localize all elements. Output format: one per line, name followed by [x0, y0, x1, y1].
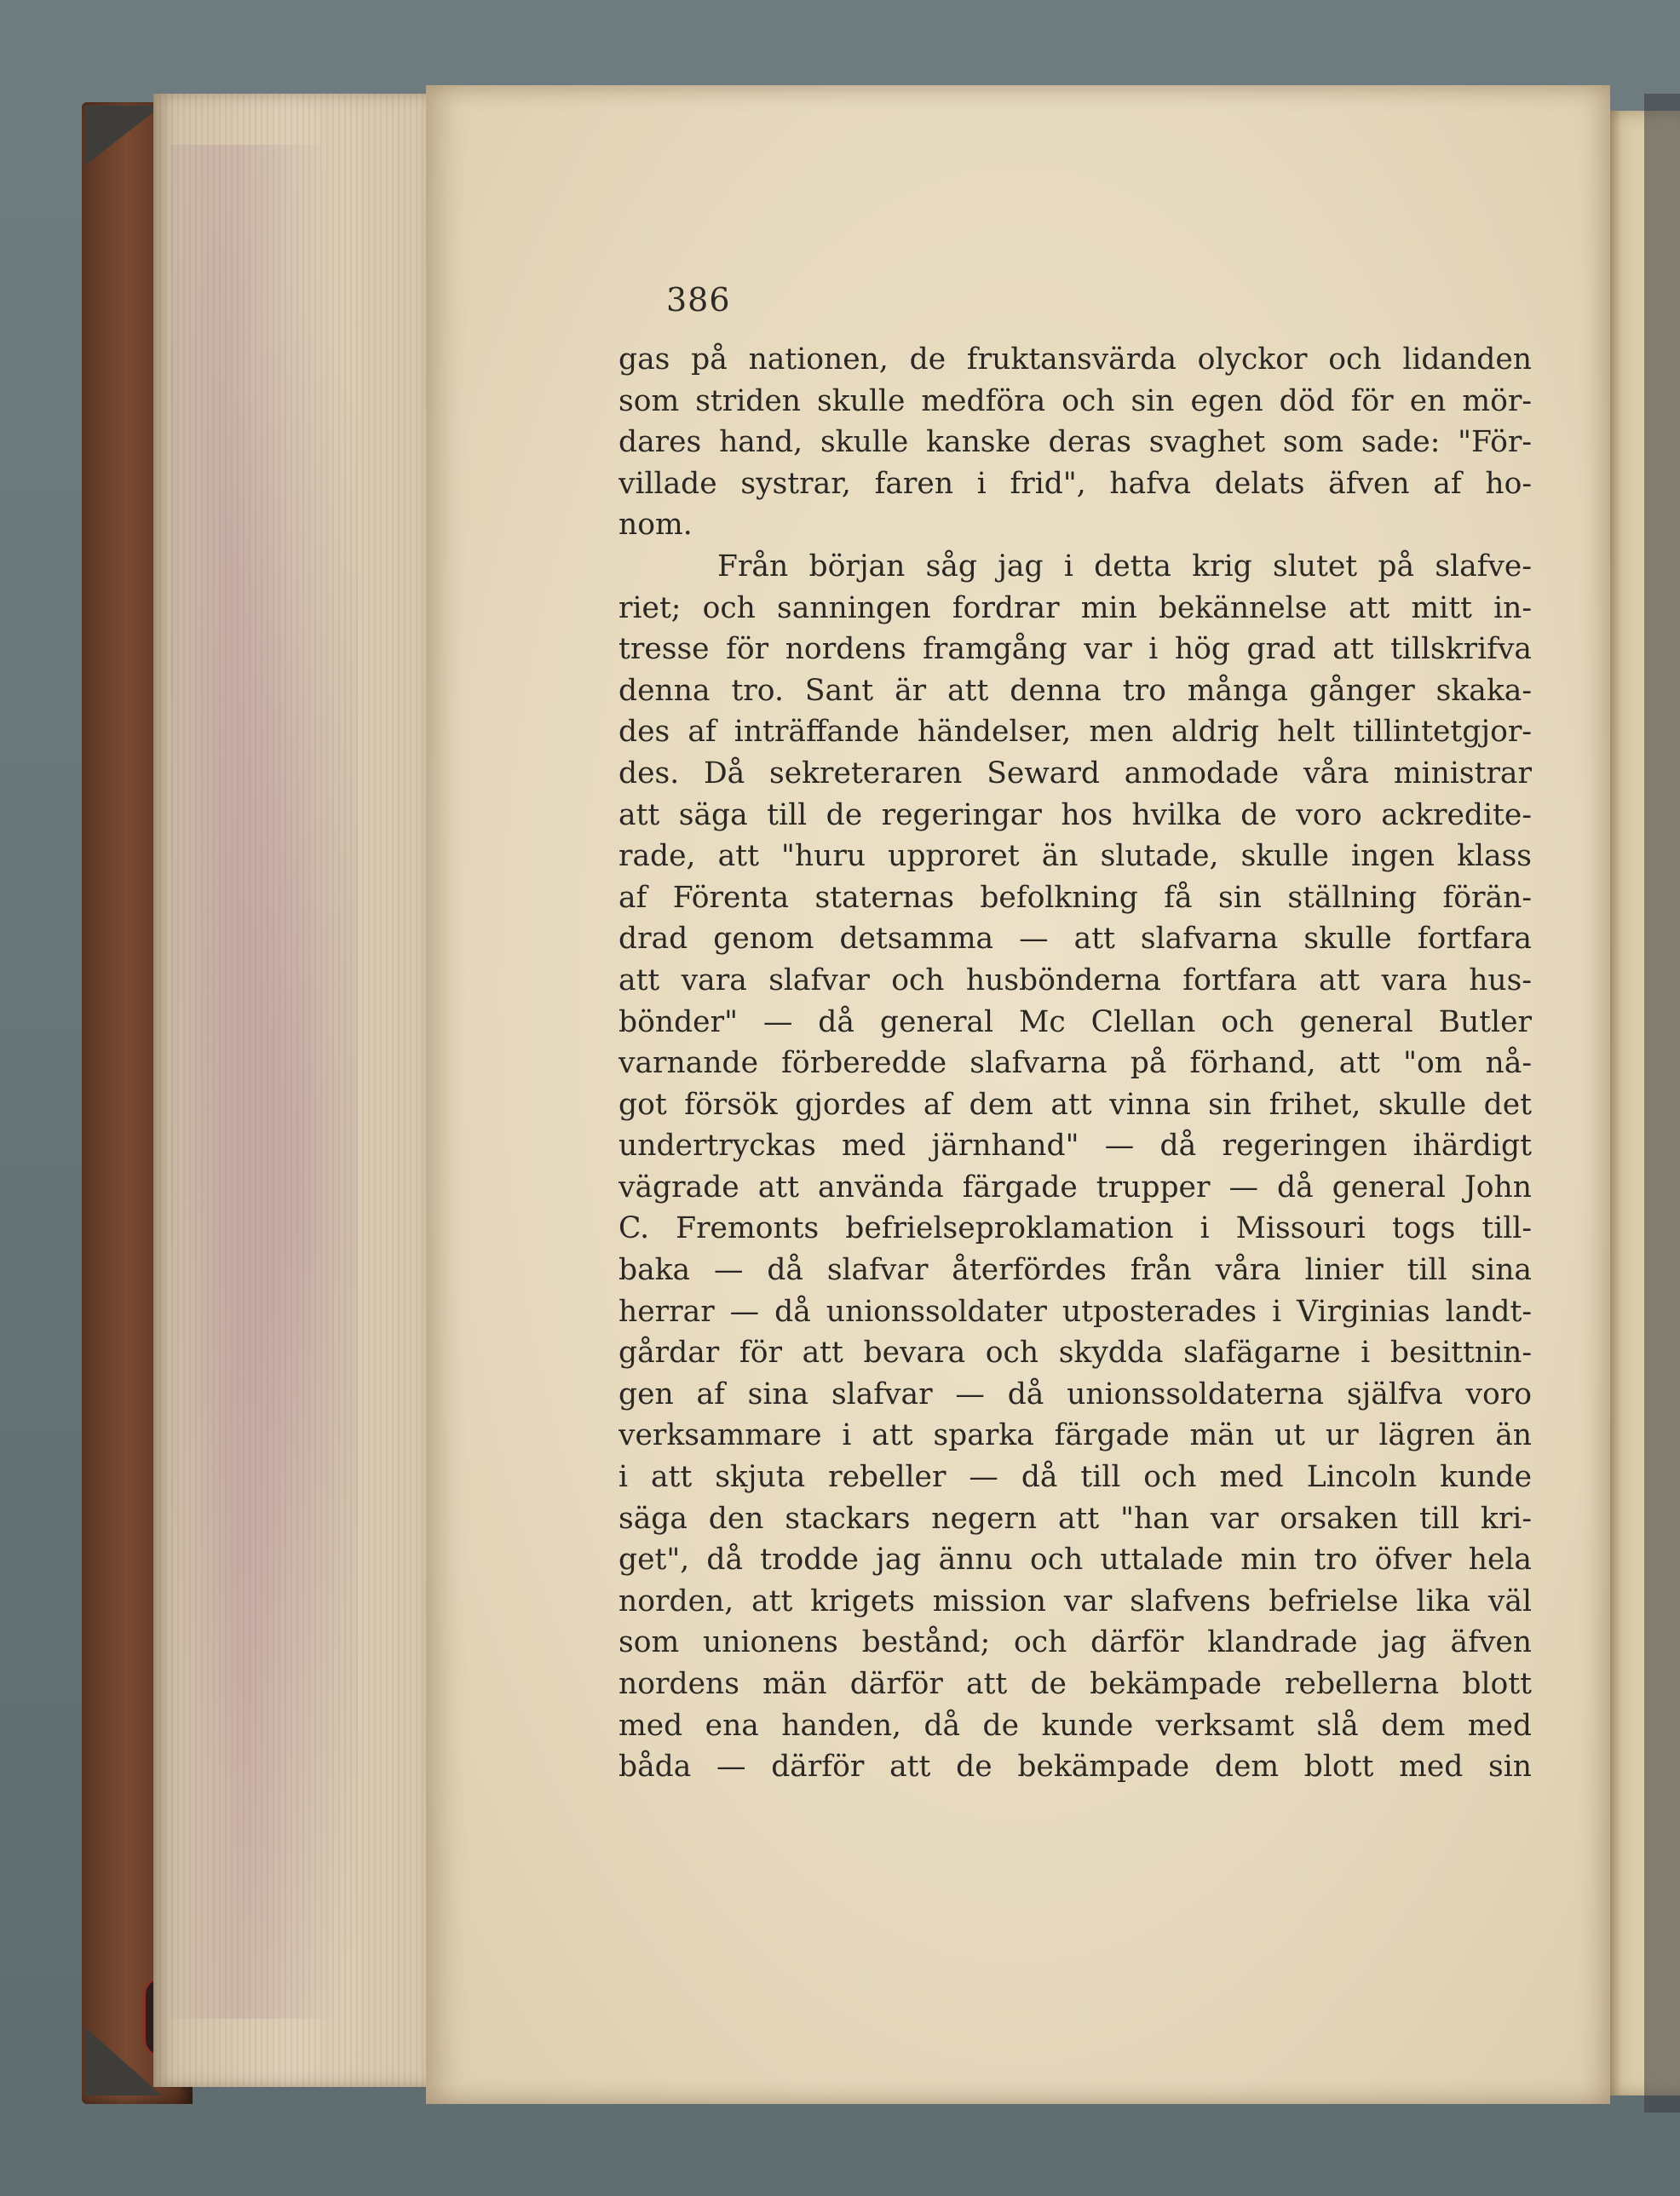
text-line: des af inträffande händelser, men aldrig helt tillintetgjor-	[618, 715, 1532, 750]
body-text	[618, 339, 1532, 1788]
text-line: nom.	[618, 508, 693, 543]
text-line: bönder" — då general Mc Clellan och general Butler	[618, 1004, 1532, 1039]
text-line: båda — därför att de bekämpade dem blott med sin	[618, 1750, 1532, 1785]
text-line: som unionens bestånd; och därför klandrade jag äfven	[618, 1625, 1532, 1660]
text-line: got försök gjordes af dem att vinna sin frihet, skulle det	[618, 1087, 1532, 1122]
text-line: C. Fremonts befrielseproklamation i Missouri togs till-	[618, 1211, 1532, 1246]
text-line: villade systrar, faren i frid", hafva delats äfven af ho-	[618, 466, 1532, 501]
text-line: att vara slafvar och husbönderna fortfara att vara hus-	[618, 963, 1532, 997]
right-board-edge	[1644, 94, 1680, 2113]
text-line: herrar — då unionssoldater utposterades i Virginias landt-	[618, 1294, 1532, 1329]
text-line: des. Då sekreteraren Seward anmodade våra ministrar	[618, 756, 1532, 790]
text-line: säga den stackars negern att "han var orsaken till kri-	[618, 1501, 1532, 1536]
text-line: tresse för nordens framgång var i hög grad att tillskrifva	[618, 632, 1532, 667]
text-line: gas på nationen, de fruktansvärda olyckor och lidanden	[618, 342, 1532, 377]
marbled-endpaper	[170, 145, 358, 2019]
text-line: af Förenta staternas befolkning få sin ställning förän-	[618, 880, 1532, 915]
text-line: att säga till de regeringar hos hvilka de voro ackredite-	[618, 797, 1532, 832]
text-line: riet; och sanningen fordrar min bekännelse att mitt in-	[618, 590, 1532, 625]
text-line: baka — då slafvar återfördes från våra linier till sina	[618, 1253, 1532, 1288]
text-line: verksammare i att sparka färgade män ut ur lägren än	[618, 1418, 1532, 1453]
text-line: gårdar för att bevara och skydda slafägarne i besittnin-	[618, 1336, 1532, 1371]
text-line: drad genom detsamma — att slafvarna skulle fortfara	[618, 922, 1532, 957]
text-line: som striden skulle medföra och sin egen död för en mör-	[618, 383, 1532, 418]
page-number: 386	[666, 281, 731, 319]
text-line: i att skjuta rebeller — då till och med Lincoln kunde	[618, 1460, 1532, 1495]
text-line: vägrade att använda färgade trupper — då general John	[618, 1170, 1532, 1204]
text-line: denna tro. Sant är att denna tro många gånger skaka-	[618, 673, 1532, 708]
text-line: dares hand, skulle kanske deras svaghet som sade: "För-	[618, 425, 1532, 460]
text-line: undertryckas med järnhand" — då regeringen ihärdigt	[618, 1129, 1532, 1164]
text-line: med ena handen, då de kunde verksamt slå dem med	[618, 1708, 1532, 1743]
text-line: get", då trodde jag ännu och uttalade min tro öfver hela	[618, 1543, 1532, 1578]
text-line: rade, att "huru upproret än slutade, skulle ingen klass	[618, 839, 1532, 874]
text-line: Från början såg jag i detta krig slutet på slafve-	[717, 549, 1532, 583]
text-line: nordens män därför att de bekämpade rebellerna blott	[618, 1667, 1532, 1701]
text-line: norden, att krigets mission var slafvens befrielse lika väl	[618, 1584, 1532, 1618]
text-line: gen af sina slafvar — då unionssoldaterna själfva voro	[618, 1377, 1532, 1411]
text-line: varnande förberedde slafvarna på förhand, att "om nå-	[618, 1046, 1532, 1081]
